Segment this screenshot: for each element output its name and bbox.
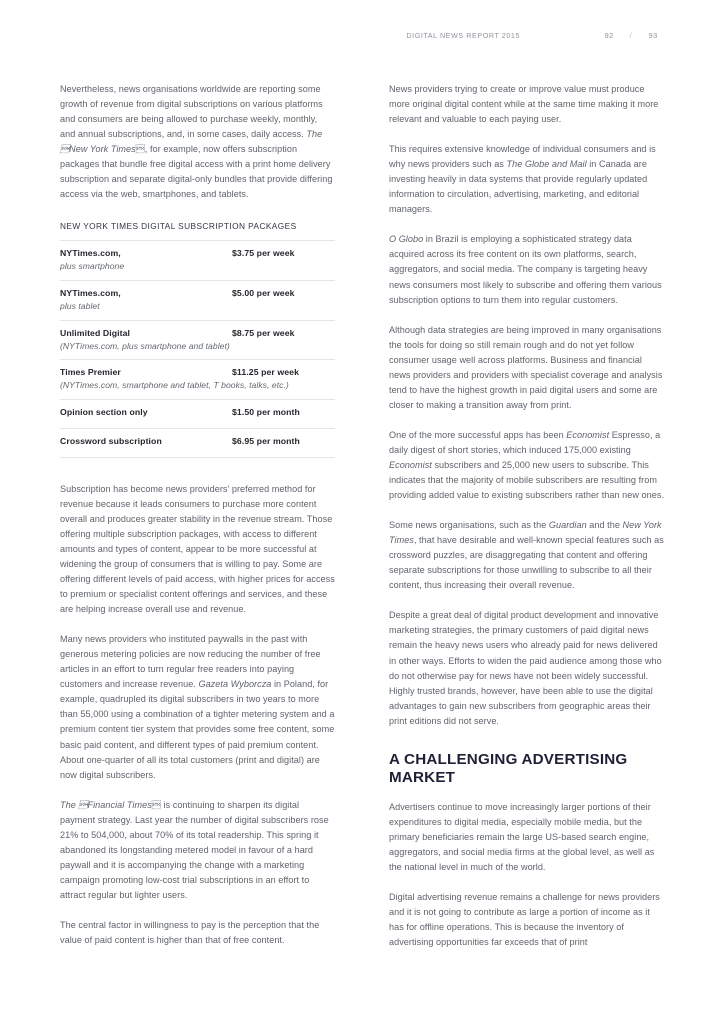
- paragraph: Some news organisations, such as the Guardian and the New York Times, that have desirable and well-known special features such as crossword puzzles, are disaggregating that content and offering separate subscriptions for those unwilling to subscribe to all their content, thus increasing their overall revenue.: [389, 520, 664, 591]
- paragraph: This requires extensive knowledge of individual consumers and is why news providers such as The Globe and Mail in Canada are investing heavily in data systems that provide regularly updated information to circulation, advertising, marketing, and editorial managers.: [389, 144, 656, 215]
- package-name: Times Premier: [60, 367, 121, 378]
- two-column-body: [60, 82, 664, 962]
- paragraph: One of the more successful apps has been Economist Espresso, a daily digest of short stories, which induced 175,000 existing Economist subscribers and 25,000 new users to subscribe. This indicates that the majority of mobile subscribers are resulting from providing added value to existing subscribers rather than new ones.: [389, 429, 665, 501]
- paragraph: Digital advertising revenue remains a challenge for news providers and it is not going to contribute as large a portion of income as it has for offline operations. This is because the inventory of advertising opportunities far exceeds that of print: [389, 891, 660, 947]
- paragraph: O Globo in Brazil is employing a sophisticated strategy data acquired across its free content on its own platforms, search, aggregators, and social media. The company is targeting heavy news consumers most likely to subscribe and offering them various subscription options to turn them into regular customers.: [389, 234, 662, 305]
- package-price: $3.75 per week: [232, 248, 295, 259]
- paragraph: Many news providers who instituted paywalls in the past with generous metering policies are now reducing the number of free articles in an effort to turn regular free readers into paying customers and increase revenue. Gazeta Wyborcza in Poland, for example, quadrupled its digital subscribers in two years to more than 55,000 using a combination of a tighter metering system and a premium content tier system that provides some free content, some basic paid content, and different types of paid premium content. About one-quarter of all its total customers (print and digital) are now digital subscribers.: [60, 634, 335, 780]
- page-number-left: 92: [604, 30, 614, 40]
- package-detail: (NYTimes.com, smartphone and tablet, T books, talks, etc.): [60, 380, 289, 391]
- table-row: [60, 399, 335, 428]
- paragraph: Nevertheless, news organisations worldwide are reporting some growth of revenue from digital subscriptions on various platforms and consumers are being allowed to purchase weekly, monthly, and annual subscriptions, and, in some cases, daily access. The New York Times, for example, now offers subscription packages that bundle free digital access with a print home delivery subscription and separate digital-only bundles that provide differing access via the web, smartphones, and tablets.: [60, 84, 333, 200]
- package-price: $6.95 per month: [232, 435, 300, 446]
- page-number-right: 93: [648, 30, 658, 40]
- package-name: NYTimes.com,: [60, 287, 121, 298]
- right-column: [389, 82, 664, 962]
- running-header-title: DIGITAL NEWS REPORT 2015: [406, 30, 520, 40]
- package-name: NYTimes.com,: [60, 248, 121, 259]
- paragraph: Subscription has become news providers' preferred method for revenue because it leads consumers to purchase more content overall and produces greater stability in the revenue stream. Those offering multiple subscription packages, with access to different amounts and types of content, appear to be more successful at widening the group of consumers that is willing to pay. Some are offering different levels of paid access, with higher prices for access to premium or specialist content offerings and services, and these are helping increase overall use and revenue.: [60, 483, 335, 615]
- package-price: $1.50 per month: [232, 406, 300, 417]
- section-heading: A CHALLENGING ADVERTISING MARKET: [389, 750, 628, 787]
- table-row: [60, 240, 335, 280]
- package-price: $8.75 per week: [232, 327, 295, 338]
- left-column: [60, 82, 335, 962]
- package-detail: (NYTimes.com, plus smartphone and tablet): [60, 340, 230, 351]
- table-row: [60, 320, 335, 360]
- running-header: [60, 28, 664, 42]
- package-price: $11.25 per week: [232, 367, 299, 378]
- paragraph: The Financial Times is continuing to sharpen its digital payment strategy. Last year the number of digital subscribers rose 21% to 504,000, about 70% of its total readership. This spring it abandoned its longstanding metered model in favour of a hard paywall and it is accompanying the change with a marketing campaign promoting low-cost trial subscriptions in an effort to attract regular but lighter users.: [60, 799, 329, 900]
- page-numbers: [598, 31, 664, 40]
- table-row: [60, 359, 335, 399]
- page-number-separator: /: [629, 30, 633, 40]
- paragraph: Although data strategies are being improved in many organisations the tools for doing so still remain rough and do not yet follow consumer usage well across platforms. Business and financial news providers and providers with specialist coverage and analysis tend to have the highest growth in paid digital users and some are closer to making a transition away from print.: [389, 324, 663, 410]
- table-title: NEW YORK TIMES DIGITAL SUBSCRIPTION PACKAGES: [60, 221, 297, 232]
- package-name: Opinion section only: [60, 406, 148, 417]
- package-detail: plus smartphone: [60, 261, 125, 272]
- package-detail: plus tablet: [60, 300, 100, 311]
- paragraph: Advertisers continue to move increasingly larger portions of their expenditures to digital media, especially mobile media, but the primary beneficiaries remain the large US-based search engine, aggregators, and social media firms at the global level, as well as the national level in much of the world.: [389, 801, 655, 872]
- paragraph: The central factor in willingness to pay is the perception that the value of paid content is higher than that of free content.: [60, 919, 320, 946]
- package-price: $5.00 per week: [232, 287, 295, 298]
- nyt-subscription-packages-table: [60, 221, 335, 457]
- table-row: [60, 428, 335, 458]
- table-row: [60, 280, 335, 320]
- package-name: Unlimited Digital: [60, 327, 131, 338]
- paragraph: Despite a great deal of digital product development and innovative marketing strategies, the primary customers of paid digital news remain the heavy news users who already paid for news delivered in other ways. Efforts to widen the paid audience among those who do not otherwise pay for news have not been widely successful. Highly trusted brands, however, have been able to use the digital advantages to gain new subscribers from geographic areas their print editions did not serve.: [389, 610, 662, 726]
- paragraph: News providers trying to create or improve value must produce more original digital content while at the same time making it more relevant and valuable to each paying user.: [389, 84, 659, 125]
- package-name: Crossword subscription: [60, 435, 162, 446]
